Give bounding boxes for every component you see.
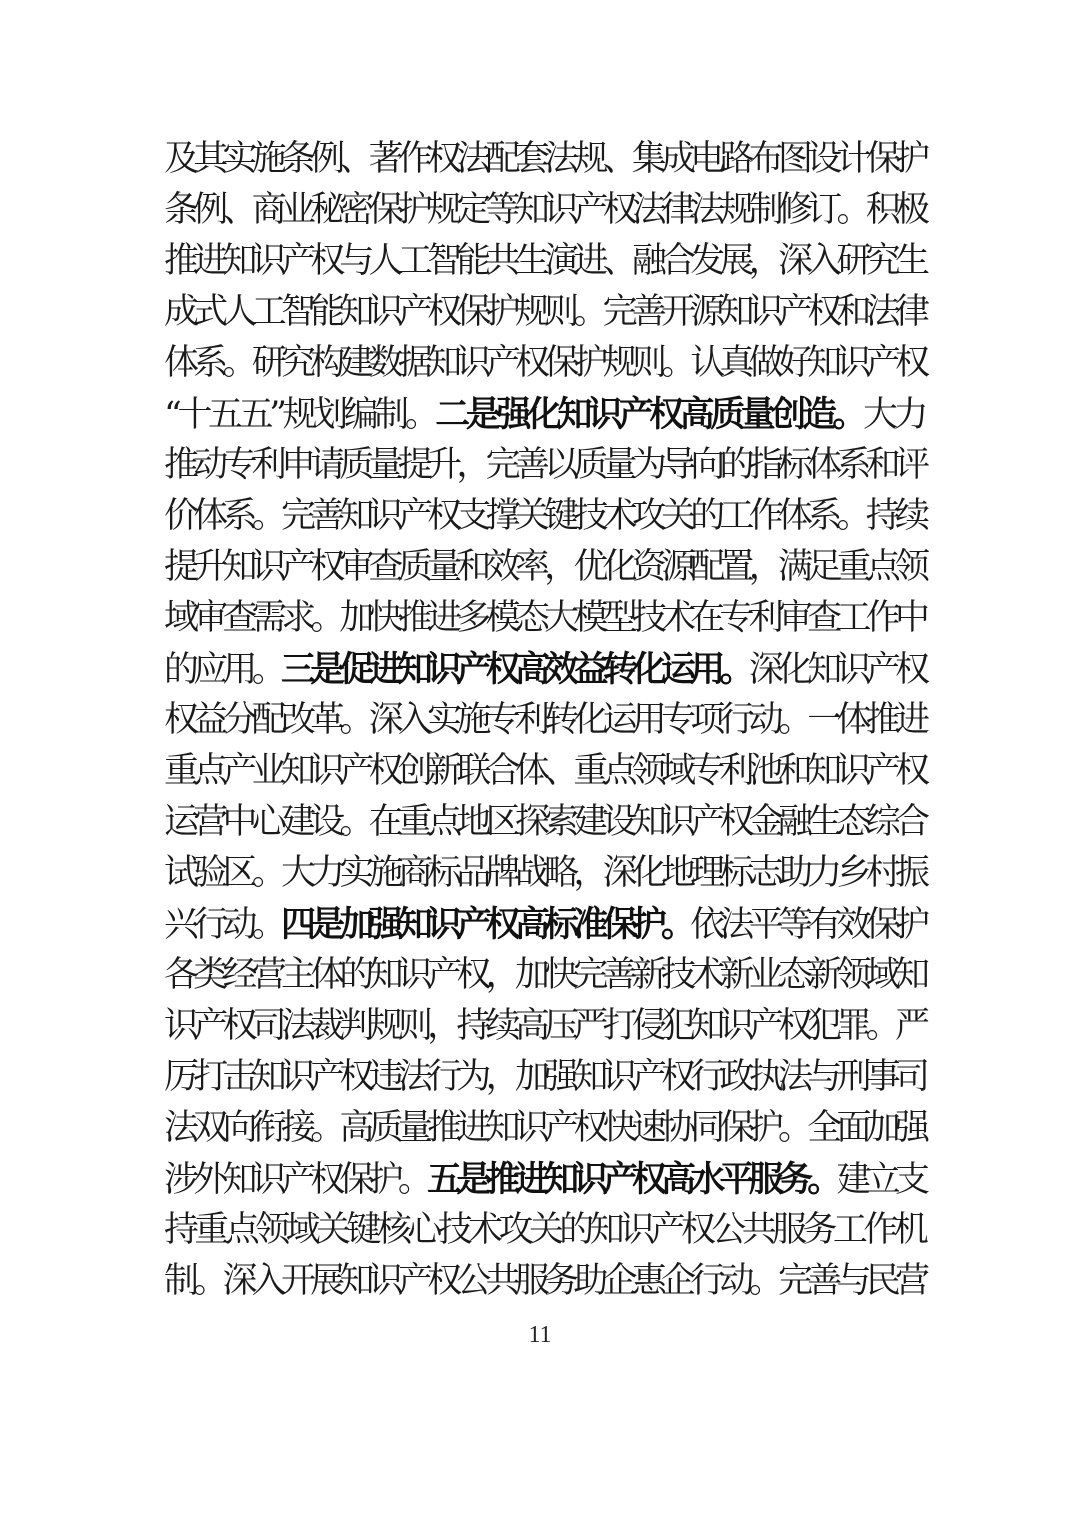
bold-heading-phrase: 三是促进知识产权高效益转化运用。 — [280, 649, 749, 690]
text-line — [164, 695, 924, 746]
text-segment: 建立支 — [836, 1160, 924, 1200]
text-segment: 提升知识产权审查质量和效率，优化资源配置，满足重点领 — [164, 547, 924, 587]
text-segment: 持重点领域关键核心技术攻关的知识产权公共服务工作机 — [164, 1210, 924, 1250]
text-segment: 域审查需求。加快推进多模态大模型技术在专利审查工作中 — [164, 598, 924, 638]
text-line — [164, 950, 924, 1001]
text-segment: 条例、商业秘密保护规定等知识产权法律法规制修订。积极 — [164, 190, 924, 230]
text-segment: “十五五”规划编制。 — [164, 395, 436, 435]
text-segment: 及其实施条例、著作权法配套法规、集成电路布图设计保护 — [164, 139, 924, 179]
text-line — [164, 440, 924, 491]
text-line — [164, 1103, 924, 1154]
text-line — [164, 1256, 924, 1307]
bold-heading-phrase: 五是推进知识产权高水平服务。 — [427, 1159, 837, 1200]
text-segment: 涉外知识产权保护。 — [164, 1160, 428, 1200]
text-line — [164, 185, 924, 236]
text-segment: 制。深入开展知识产权公共服务助企惠企行动。完善与民营 — [164, 1261, 924, 1301]
text-segment: 各类经营主体的知识产权，加快完善新技术新业态新领域知 — [164, 955, 924, 995]
text-line — [164, 1154, 924, 1205]
text-segment: 的应用。 — [164, 650, 281, 690]
text-line — [164, 899, 924, 950]
text-segment: 运营中心建设。在重点地区探索建设知识产权金融生态综合 — [164, 802, 924, 842]
text-segment: 兴行动。 — [164, 905, 281, 945]
text-segment: 依法平等有效保护 — [690, 905, 924, 945]
text-line — [164, 746, 924, 797]
text-segment: 推进知识产权与人工智能共生演进、融合发展，深入研究生 — [164, 241, 924, 281]
text-line — [164, 1052, 924, 1103]
text-line — [164, 338, 924, 389]
text-line — [164, 287, 924, 338]
text-segment: 厉打击知识产权违法行为，加强知识产权行政执法与刑事司 — [164, 1057, 924, 1097]
text-segment: 识产权司法裁判规则，持续高压严打侵犯知识产权犯罪。严 — [164, 1006, 924, 1046]
text-line — [164, 491, 924, 542]
text-segment: 权益分配改革。深入实施专利转化运用专项行动。一体推进 — [164, 700, 924, 740]
text-line — [164, 236, 924, 287]
text-line — [164, 797, 924, 848]
text-segment: 成式人工智能知识产权保护规则。完善开源知识产权和法律 — [164, 292, 924, 332]
text-segment: 大力 — [862, 395, 924, 435]
text-segment: 试验区。大力实施商标品牌战略，深化地理标志助力乡村振 — [164, 853, 924, 893]
text-segment: 价体系。完善知识产权支撑关键技术攻关的工作体系。持续 — [164, 496, 924, 536]
text-line — [164, 389, 924, 440]
bold-heading-phrase: 四是加强知识产权高标准保护。 — [280, 904, 691, 945]
text-line — [164, 1205, 924, 1256]
text-segment: 推动专利申请质量提升，完善以质量为导向的指标体系和评 — [164, 445, 924, 485]
text-line — [164, 848, 924, 899]
text-segment: 重点产业知识产权创新联合体、重点领域专利池和知识产权 — [164, 751, 924, 791]
text-segment: 体系。研究构建数据知识产权保护规则。认真做好知识产权 — [164, 343, 924, 383]
bold-heading-phrase: 二是强化知识产权高质量创造。 — [435, 394, 863, 435]
text-segment: 法双向衔接。高质量推进知识产权快速协同保护。全面加强 — [164, 1108, 924, 1148]
text-line — [164, 134, 924, 185]
text-line — [164, 644, 924, 695]
text-line — [164, 593, 924, 644]
page-number: 11 — [528, 1322, 552, 1348]
text-segment: 深化知识产权 — [748, 650, 924, 690]
text-line — [164, 1001, 924, 1052]
text-line — [164, 542, 924, 593]
body-text — [164, 134, 924, 1307]
